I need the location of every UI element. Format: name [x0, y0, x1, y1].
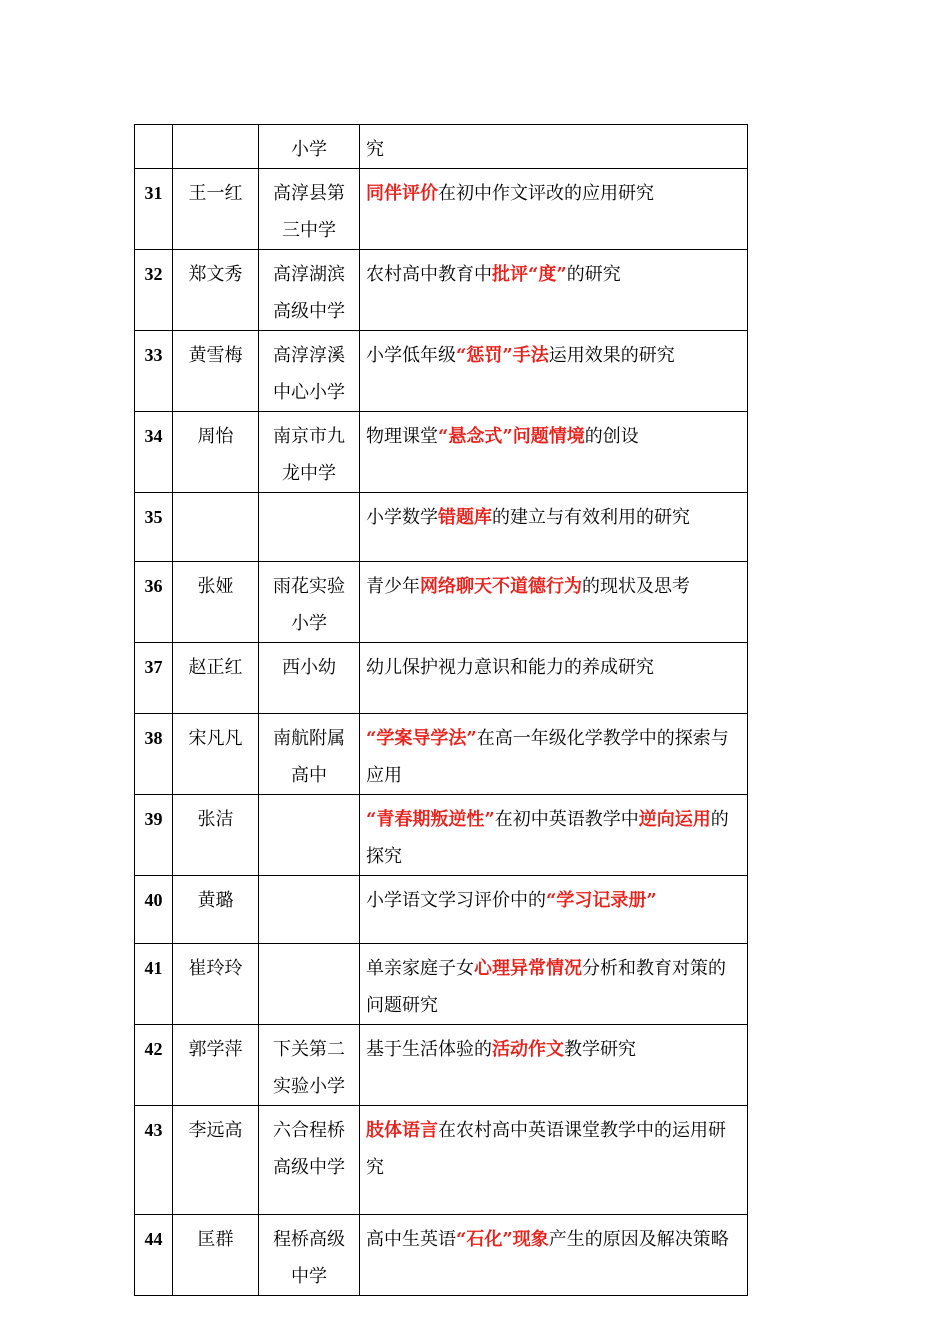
teacher-name: 匡群 — [173, 1215, 259, 1296]
row-number: 34 — [135, 412, 173, 493]
table-row — [135, 876, 748, 944]
row-number: 39 — [135, 795, 173, 876]
title-text: 分析和教育对策的问题研究 — [366, 958, 726, 1016]
highlighted-keyword: “学案导学法” — [366, 728, 477, 749]
title-text: 产生的原因及解决策略 — [548, 1229, 729, 1250]
research-title — [360, 169, 748, 250]
school-name: 西小幼 — [259, 643, 360, 714]
table-row — [135, 1106, 748, 1215]
table-row — [135, 412, 748, 493]
research-title — [360, 331, 748, 412]
highlighted-keyword: “学习记录册” — [546, 890, 657, 911]
title-text: 的创设 — [584, 426, 639, 447]
teacher-name: 张洁 — [173, 795, 259, 876]
teacher-name: 黄雪梅 — [173, 331, 259, 412]
research-title — [360, 643, 748, 714]
title-text: 幼儿保护视力意识和能力的养成研究 — [366, 657, 654, 678]
table-row — [135, 169, 748, 250]
title-text: 高中生英语 — [366, 1229, 456, 1250]
school-name — [259, 493, 360, 562]
title-text: 的现状及思考 — [582, 576, 690, 597]
row-number — [135, 125, 173, 169]
title-text: 在农村高中英语课堂教学中的运用研究 — [366, 1120, 726, 1178]
title-text: 单亲家庭子女 — [366, 958, 474, 979]
research-title — [360, 562, 748, 643]
table-row — [135, 1215, 748, 1296]
table-row — [135, 125, 748, 169]
table-row — [135, 795, 748, 876]
title-text: 小学语文学习评价中的 — [366, 890, 546, 911]
row-number: 38 — [135, 714, 173, 795]
research-title — [360, 250, 748, 331]
school-name: 高淳湖滨高级中学 — [259, 250, 360, 331]
row-number: 32 — [135, 250, 173, 331]
title-text: 在高一年级化学教学中的探索与应用 — [366, 728, 729, 786]
highlighted-keyword: 心理异常情况 — [474, 958, 582, 979]
school-name: 程桥高级中学 — [259, 1215, 360, 1296]
research-title — [360, 876, 748, 944]
title-text: 的研究 — [566, 264, 621, 285]
teacher-name — [173, 125, 259, 169]
research-title — [360, 1215, 748, 1296]
row-number: 40 — [135, 876, 173, 944]
teacher-name: 李远高 — [173, 1106, 259, 1215]
title-text: 在初中作文评改的应用研究 — [438, 183, 654, 204]
row-number: 33 — [135, 331, 173, 412]
school-name: 南京市九龙中学 — [259, 412, 360, 493]
row-number: 44 — [135, 1215, 173, 1296]
research-title — [360, 944, 748, 1025]
teacher-name: 张娅 — [173, 562, 259, 643]
research-title — [360, 795, 748, 876]
research-title — [360, 1106, 748, 1215]
teacher-name: 郭学萍 — [173, 1025, 259, 1106]
row-number: 37 — [135, 643, 173, 714]
highlighted-keyword: “惩罚”手法 — [456, 345, 549, 366]
row-number: 31 — [135, 169, 173, 250]
title-text: 在初中英语教学中 — [494, 809, 639, 830]
highlighted-keyword: 同伴评价 — [366, 183, 438, 204]
highlighted-keyword: 错题库 — [438, 507, 492, 528]
school-name — [259, 876, 360, 944]
research-title — [360, 412, 748, 493]
teacher-name: 周怡 — [173, 412, 259, 493]
highlighted-keyword: “青春期叛逆性” — [366, 809, 495, 830]
table-row — [135, 1025, 748, 1106]
school-name: 小学 — [259, 125, 360, 169]
table-row — [135, 714, 748, 795]
highlighted-keyword: 肢体语言 — [366, 1120, 438, 1141]
title-text: 运用效果的研究 — [548, 345, 675, 366]
title-text: 农村高中教育中 — [366, 264, 492, 285]
school-name — [259, 795, 360, 876]
title-text: 小学数学 — [366, 507, 438, 528]
teacher-name: 崔玲玲 — [173, 944, 259, 1025]
title-text: 究 — [366, 139, 384, 160]
row-number: 42 — [135, 1025, 173, 1106]
title-text: 的探究 — [366, 809, 729, 867]
table-row — [135, 493, 748, 562]
teacher-name — [173, 493, 259, 562]
school-name: 高淳淳溪中心小学 — [259, 331, 360, 412]
school-name — [259, 944, 360, 1025]
school-name: 下关第二实验小学 — [259, 1025, 360, 1106]
highlighted-keyword: 逆向运用 — [638, 809, 711, 830]
table-row — [135, 250, 748, 331]
teacher-name: 郑文秀 — [173, 250, 259, 331]
teacher-name: 王一红 — [173, 169, 259, 250]
school-name: 南航附属高中 — [259, 714, 360, 795]
research-title — [360, 493, 748, 562]
highlighted-keyword: “石化”现象 — [456, 1229, 549, 1250]
table-row — [135, 562, 748, 643]
research-topics-table — [134, 124, 748, 1296]
table-row — [135, 643, 748, 714]
title-text: 教学研究 — [564, 1039, 636, 1060]
school-name: 六合程桥高级中学 — [259, 1106, 360, 1215]
highlighted-keyword: “悬念式”问题情境 — [438, 426, 585, 447]
teacher-name: 赵正红 — [173, 643, 259, 714]
research-title — [360, 714, 748, 795]
highlighted-keyword: 批评“度” — [492, 264, 567, 285]
school-name: 高淳县第三中学 — [259, 169, 360, 250]
row-number: 41 — [135, 944, 173, 1025]
title-text: 小学低年级 — [366, 345, 456, 366]
title-text: 基于生活体验的 — [366, 1039, 492, 1060]
teacher-name: 黄璐 — [173, 876, 259, 944]
row-number: 43 — [135, 1106, 173, 1215]
table-row — [135, 331, 748, 412]
row-number: 35 — [135, 493, 173, 562]
research-title — [360, 1025, 748, 1106]
research-title — [360, 125, 748, 169]
title-text: 的建立与有效利用的研究 — [492, 507, 690, 528]
highlighted-keyword: 网络聊天不道德行为 — [420, 576, 582, 597]
school-name: 雨花实验小学 — [259, 562, 360, 643]
table-row — [135, 944, 748, 1025]
row-number: 36 — [135, 562, 173, 643]
table-body — [135, 125, 748, 1296]
title-text: 物理课堂 — [366, 426, 438, 447]
title-text: 青少年 — [366, 576, 420, 597]
teacher-name: 宋凡凡 — [173, 714, 259, 795]
highlighted-keyword: 活动作文 — [492, 1039, 564, 1060]
